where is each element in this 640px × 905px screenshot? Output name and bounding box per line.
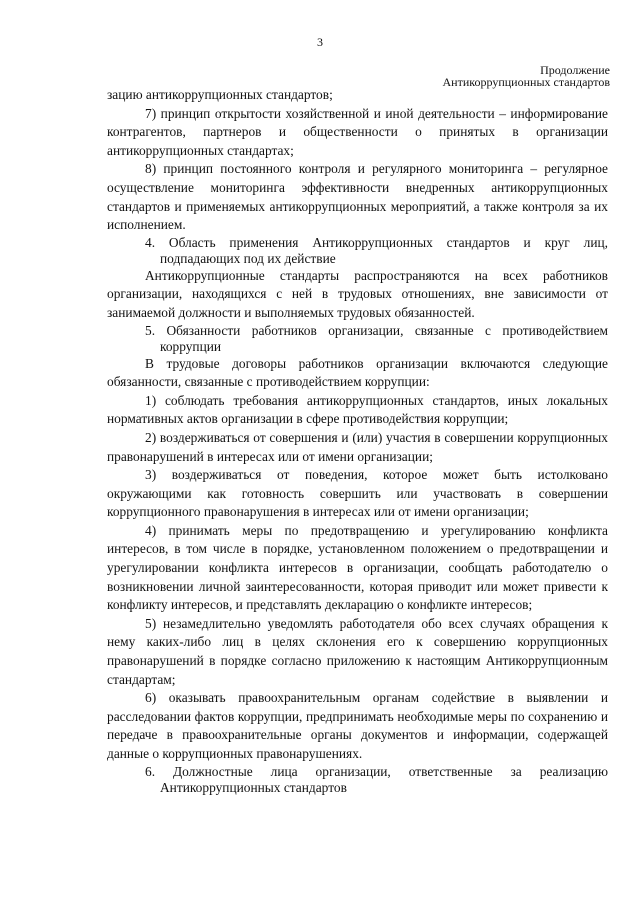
- paragraph-continuation: зацию антикоррупционных стандартов;: [107, 87, 333, 102]
- obligation-5: 5) незамедлительно уведомлять работодателя обо всех случаях обращения к нему каких-либо лиц в целях склонения его к совершению коррупционных правонарушений в порядке согласно приложению к настоящим Антикоррупционным стандартам;: [107, 615, 608, 687]
- principle-7: 7) принцип открытости хозяйственной и иной деятельности – информирование контрагентов, партнеров и общественности о принятых в организации антикоррупционных стандартах;: [107, 105, 608, 158]
- page-number: 3: [317, 35, 323, 49]
- section-4-text: Антикоррупционные стандарты распространяются на всех работников организации, находящихся с ней в трудовых отношениях, вне зависимости от занимаемой должности и выполняемых трудовых обязанностей.: [107, 267, 608, 320]
- continuation-document-title: Антикоррупционных стандартов: [442, 75, 610, 89]
- principle-8: 8) принцип постоянного контроля и регулярного мониторинга – регулярное осуществление мониторинга эффективности внедренных антикоррупционных стандартов и применяемых антикоррупционных мероприятий, а также контроля за их исполнением.: [107, 161, 608, 233]
- section-4-heading: 4. Область применения Антикоррупционных стандартов и круг лиц, подпадающих под их действие: [145, 234, 608, 266]
- section-5-heading: 5. Обязанности работников организации, связанные с противодействием коррупции: [145, 322, 608, 354]
- obligation-4: 4) принимать меры по предотвращению и урегулированию конфликта интересов, в том числе в порядке, установленном положением о предотвращении и урегулировании конфликта интересов в организации, сообщать работодателю о возникновении личной заинтересованности, которая приводит или может привести к конфликту интересов, и представлять декларацию о конфликте интересов;: [107, 522, 608, 613]
- obligation-2: 2) воздерживаться от совершения и (или) участия в совершении коррупционных правонарушений в интересах или от имени организации;: [107, 429, 608, 464]
- obligation-1: 1) соблюдать требования антикоррупционных стандартов, иных локальных нормативных актов организации в сфере противодействия коррупции;: [107, 392, 608, 427]
- obligation-6: 6) оказывать правоохранительным органам содействие в выявлении и расследовании фактов коррупции, предпринимать необходимые меры по сохранению и передаче в правоохранительные органы документов и информации, содержащей данные о коррупционных правонарушениях.: [107, 690, 608, 761]
- section-5-intro: В трудовые договоры работников организации включаются следующие обязанности, связанные с противодействием коррупции:: [107, 355, 608, 390]
- obligation-3: 3) воздерживаться от поведения, которое может быть истолковано окружающими как готовность совершить или участвовать в совершении коррупционного правонарушения в интересах или от имени организации;: [107, 467, 608, 520]
- document-body: [107, 86, 608, 796]
- section-6-heading: 6. Должностные лица организации, ответственные за реализацию Антикоррупционных стандартов: [145, 763, 608, 795]
- continuation-header: [443, 64, 610, 88]
- continuation-label: Продолжение: [540, 63, 610, 77]
